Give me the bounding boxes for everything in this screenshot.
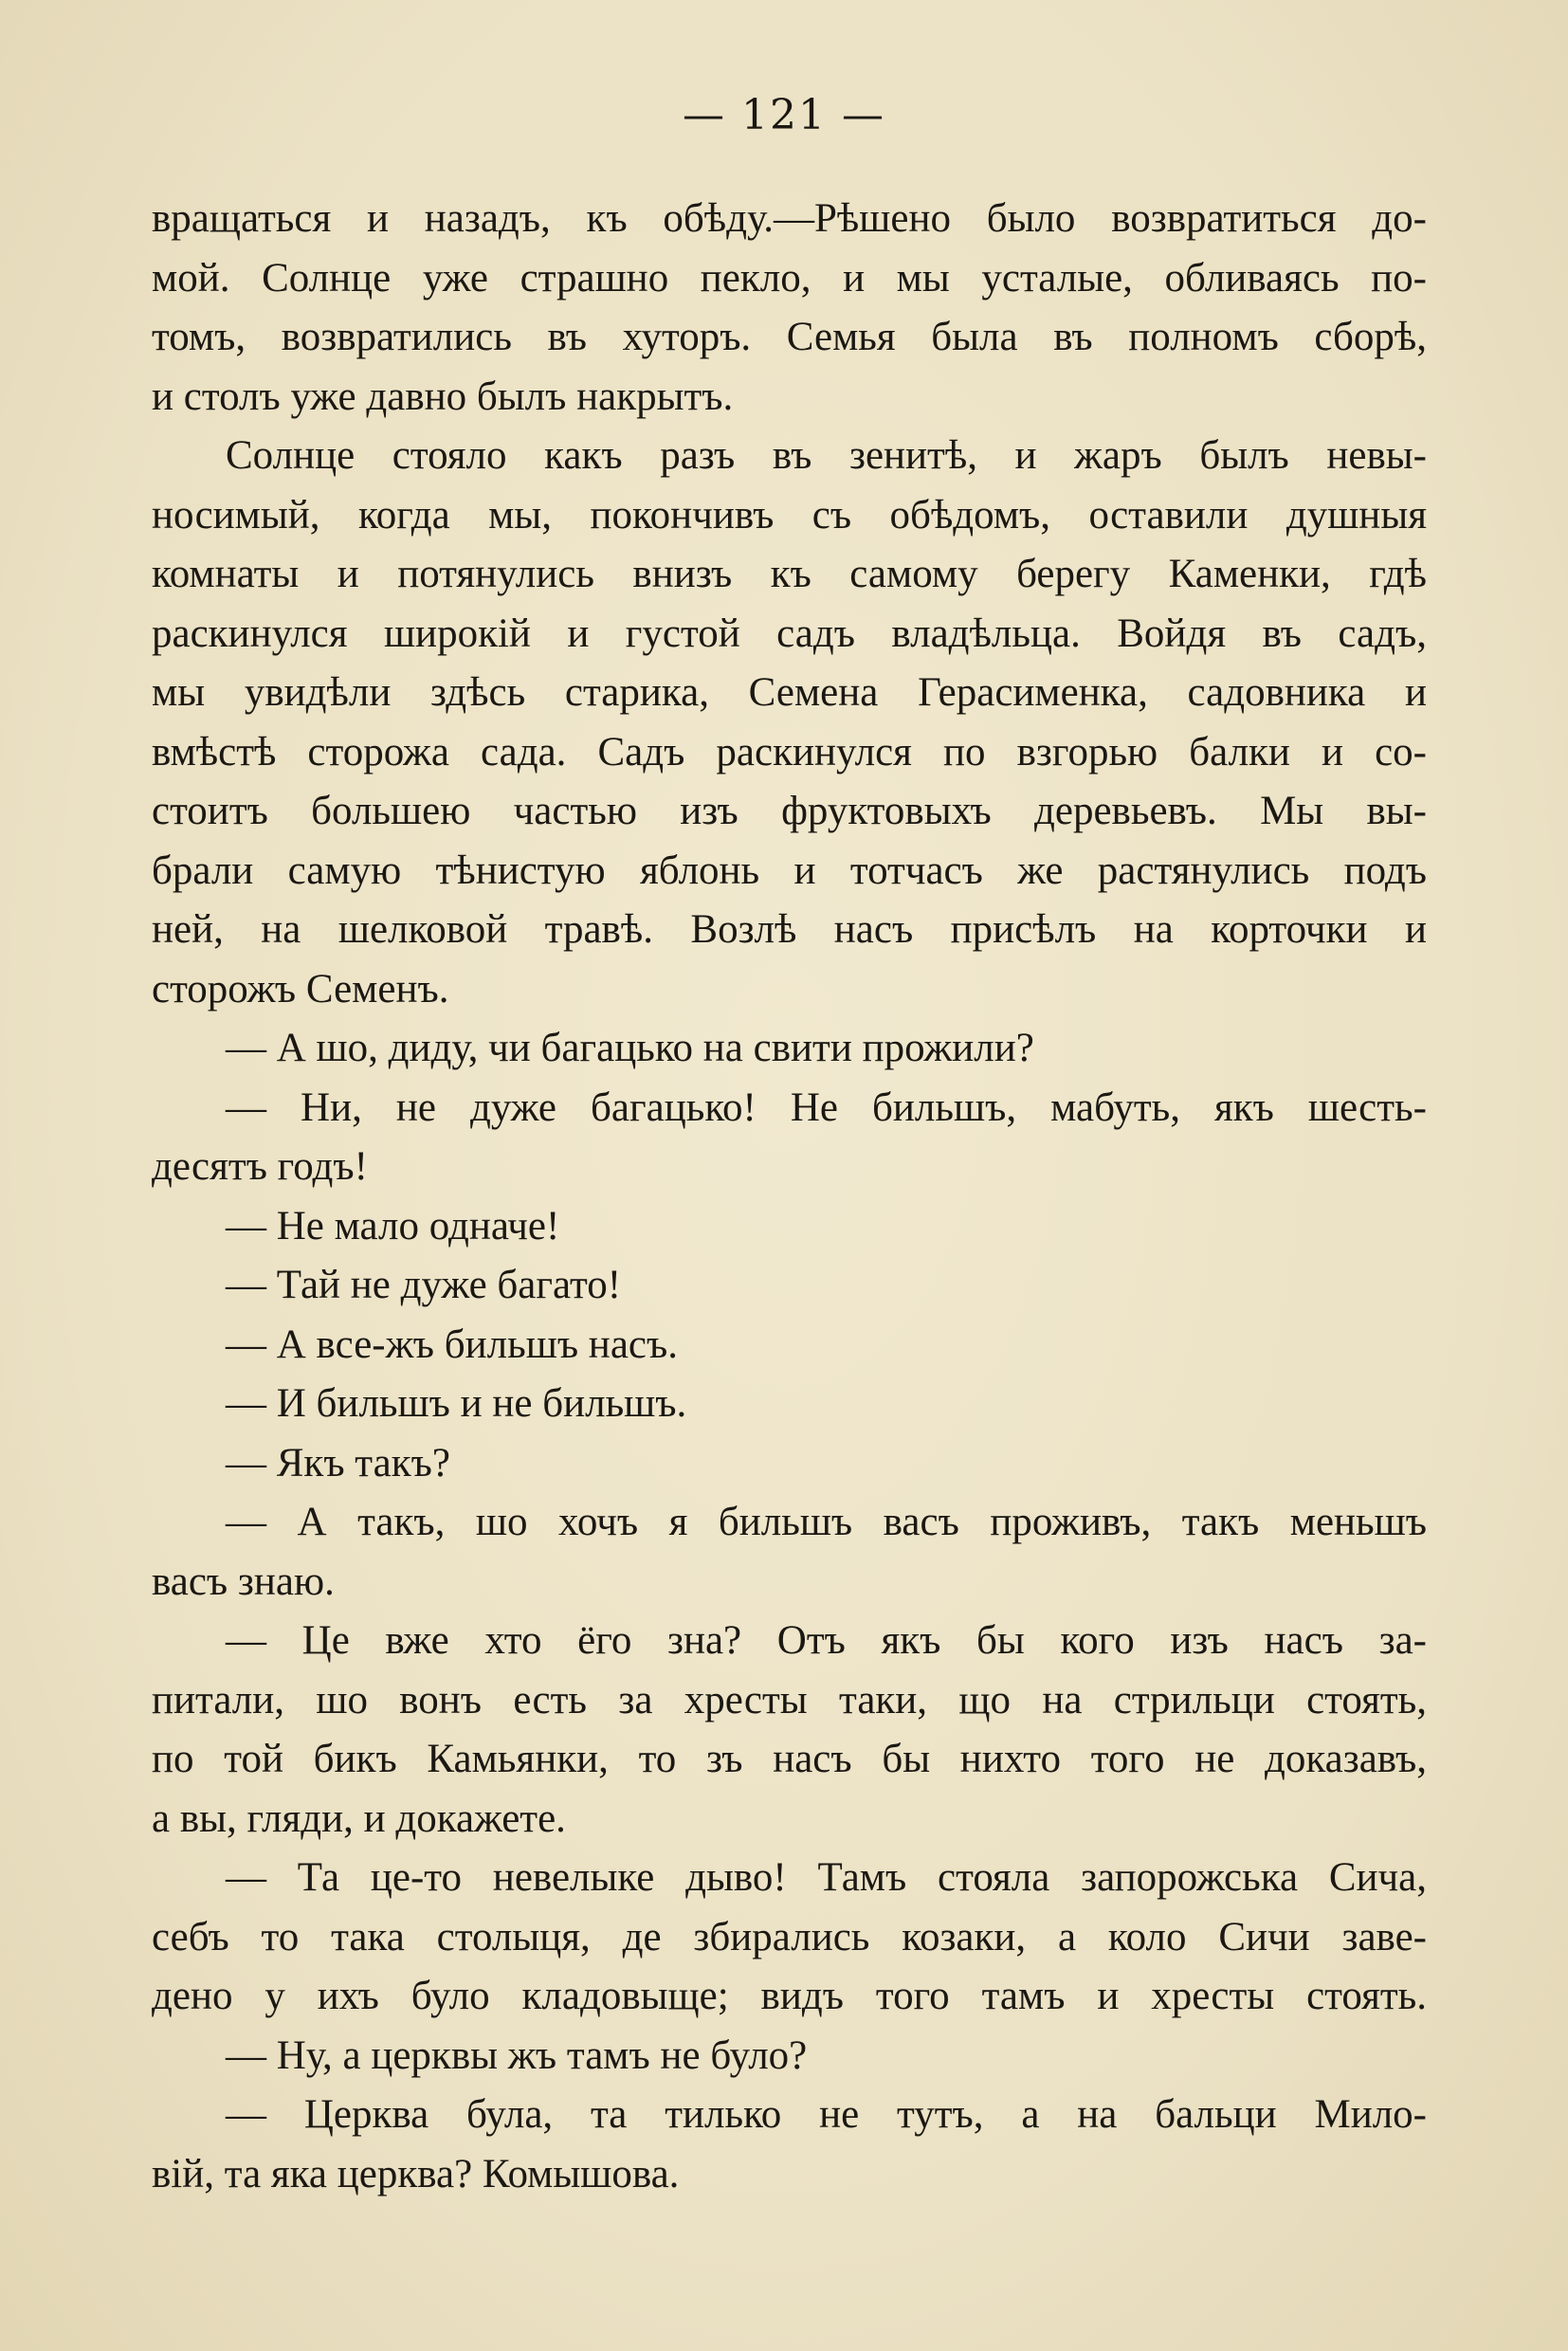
text-line: стоитъ большею частью изъ фруктовыхъ деревьевъ. Мы вы-	[152, 789, 1427, 833]
dialogue-line: — Та це-то невелыке дыво! Тамъ стояла запорожська Сича,	[226, 1855, 1427, 1900]
dialogue-line: — Ну, а церквы жъ тамъ не було?	[226, 2032, 808, 2078]
text-line: питали, шо вонъ есть за хресты таки, що на стрильци стоять,	[152, 1677, 1427, 1722]
text-line: и столъ уже давно былъ накрытъ.	[152, 374, 734, 419]
text-line: Солнце стояло какъ разъ въ зенитѣ, и жаръ былъ невы-	[226, 433, 1427, 478]
dialogue-line: — Не мало одначе!	[226, 1203, 560, 1248]
dialogue-line: — И бильшъ и не бильшъ.	[226, 1381, 687, 1426]
page-number: — 121 —	[683, 91, 885, 139]
text-line: вращаться и назадъ, къ обѣду.—Рѣшено было возвратиться до-	[152, 196, 1427, 241]
dialogue-line: — Церква була, та тилько не тутъ, а на бальци Мило-	[226, 2092, 1427, 2137]
text-line: вій, та яка церква? Комышова.	[152, 2151, 680, 2196]
text-line: носимый, когда мы, покончивъ съ обѣдомъ, оставили душныя	[152, 492, 1427, 538]
dialogue-line: — А такъ, шо хочъ я бильшъ васъ проживъ, такъ меньшъ	[226, 1500, 1427, 1544]
dialogue-line: — Ни, не дуже багацько! Не бильшъ, мабуть, якъ шесть-	[226, 1084, 1427, 1130]
text-line: мой. Солнце уже страшно пекло, и мы усталые, обливаясь по-	[152, 255, 1427, 301]
text-line: мы увидѣли здѣсь старика, Семена Герасименка, садовника и	[152, 670, 1427, 715]
text-line: васъ знаю.	[152, 1558, 335, 1604]
text-line: себъ то така столыця, де збирались козаки, а коло Сичи заве-	[152, 1914, 1427, 1959]
dialogue-line: — Це вже хто ёго зна? Отъ якъ бы кого изъ насъ за-	[226, 1618, 1427, 1663]
text-line: десятъ годъ!	[152, 1144, 368, 1189]
text-line: раскинулся широкій и густой садъ владѣльца. Войдя въ садъ,	[152, 611, 1427, 656]
body-text	[152, 190, 1427, 2204]
text-line: томъ, возвратились въ хуторъ. Семья была въ полномъ сборѣ,	[152, 315, 1427, 359]
dialogue-line: — А шо, диду, чи багацько на свити прожили?	[226, 1026, 1034, 1070]
dialogue-line: — А все-жъ бильшъ насъ.	[226, 1321, 678, 1367]
text-line: брали самую тѣнистую яблонь и тотчасъ же растянулись подъ	[152, 847, 1427, 893]
text-line: по той бикъ Камьянки, то зъ насъ бы нихто того не доказавъ,	[152, 1737, 1427, 1781]
text-line: вмѣстѣ сторожа сада. Садъ раскинулся по взгорью балки и со-	[152, 729, 1427, 775]
text-line: сторожъ Семенъ.	[152, 966, 449, 1011]
text-line: дено у ихъ було кладовыще; видъ того тамъ и хресты стоять.	[152, 1974, 1427, 2018]
text-line: а вы, гляди, и докажете.	[152, 1795, 566, 1841]
dialogue-line: — Якъ такъ?	[226, 1440, 450, 1485]
text-line: ней, на шелковой травѣ. Возлѣ насъ присѣлъ на корточки и	[152, 907, 1427, 952]
text-line: комнаты и потянулись внизъ къ самому берегу Каменки, гдѣ	[152, 552, 1427, 596]
dialogue-line: — Тай не дуже багато!	[226, 1263, 622, 1307]
